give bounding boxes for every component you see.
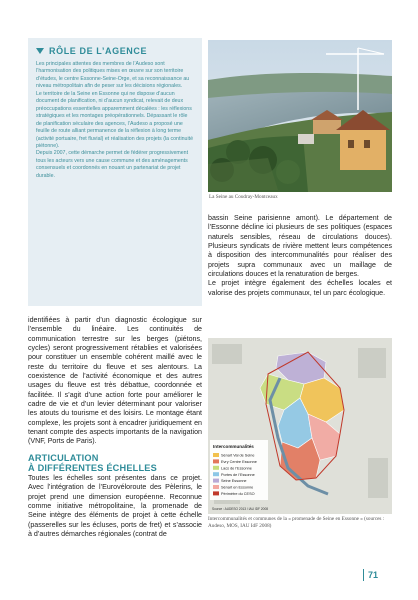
legend-label: Périmètre du CESO <box>221 492 255 496</box>
box-paragraph: Le territoire de la Seine en Essonne qui ne dispose d’aucun document de planification, ni d’aucun syndicat, relevait de deux préoccupations essentielles apparemment décalées : les réflexions stratégiques et les montages préopérationnels. Dépassant le rôle de planification séculaire des agences, l’Audeso a proposé une feuille de route alliant permanence de la réflexion à long terme (activité portuaire, fret fluvial) et réalisation des projets (la continuité piétonne). <box>36 90 193 149</box>
legend-label: Sénart en Essonne <box>221 485 254 490</box>
map-source-note: Source : AUDESO 2013 / IAU IDF 2008 <box>212 507 268 511</box>
legend-swatch <box>213 453 219 457</box>
legend-swatch <box>213 472 219 476</box>
agency-role-box <box>28 38 202 306</box>
legend-swatch <box>213 491 219 495</box>
right-paragraph-2: Le projet intègre également des échelles locales et valorise des projets communaux, tel un parc écologique. <box>208 279 392 297</box>
legend-swatch <box>213 459 219 463</box>
map-caption: Intercommunalités et communes de la « promenade de Seine en Essonne » (sources : Audeso, MOS, IAU IdF 2008) <box>208 516 385 529</box>
legend-swatch <box>213 479 219 483</box>
right-paragraph: bassin Seine parisienne amont). Le département de l’Essonne décline ici plusieurs de ses politiques (espaces naturels sensibles, réseau de circulations douces). Plusieurs syndicats de rivière mettent leurs compétences à disposition des intercommunalités pour réaliser des projets supra communaux avec un maillage de circulations douces et la renaturation de berges. <box>208 214 392 279</box>
box-title: RÔLE DE L’AGENCE <box>36 46 194 56</box>
triangle-down-icon <box>36 48 44 54</box>
legend-label: Portes de l’Essonne <box>221 472 255 477</box>
page-number-bar <box>363 569 364 581</box>
legend-swatch <box>213 485 219 489</box>
legend-label: Seine Essonne <box>221 479 247 484</box>
intercommunality-map <box>208 338 392 514</box>
section-heading: ARTICULATION À DIFFÉRENTES ÉCHELLES <box>28 452 157 474</box>
seine-photo-image <box>208 40 392 192</box>
legend-label: Sénart Val de Seine <box>221 453 255 458</box>
legend-label: Lacs de l’Essonne <box>221 466 252 471</box>
box-paragraph: Depuis 2007, cette démarche permet de fédérer progressivement tous les acteurs vers une cause commune et des aménagements consensuels et coordonnés en nouant un partenariat de projet durable. <box>36 150 189 179</box>
legend-label: Evry Centre Essonne <box>221 460 257 464</box>
box-paragraph: Les principales attentes des membres de l’Audeso sont l’harmonisation des politiques mises en œuvre sur son territoire d’études, le centre Essonne-Seine-Orge, et sa reconnaissance au niveau métropolitain afin de peser sur les décisions régionales. <box>36 61 190 90</box>
legend-title: Intercommunalités <box>213 444 254 449</box>
left-column <box>28 316 202 539</box>
left-paragraph: identifiées à partir d’un diagnostic écologique sur l’ensemble du linéaire. Les continuités de communication terrestre sur les berges (piétons, cycles) seront progressivement rétablies et valorisées pour constituer un ensemble cohérent maillé avec le reste du territoire du fleuve et ses alentours. La coexistence de l’activité économique et des autres usages du fleuve est très débattue, coordonnée et facilitée. Il s’agit d’une action forte pour améliorer le cadre de vie et d’un levier déterminant pour valoriser les atouts du tourisme et des loisirs. Le montage étant complexe, les projets sont à encadrer juridiquement en tenant compte des aspects importants de la navigation (VNF, Ports de Paris). <box>28 316 202 446</box>
legend-swatch <box>213 466 219 470</box>
section-paragraph: Toutes les échelles sont présentes dans ce projet. Avec l’intégration de l’Eurovéloroute des Pèlerins, le projet prend une dimension européenne. Reconnue comme initiative métropolitaine, la promenade de Seine intègre des éléments de projet à cette échelle (passerelles sur les écluses, ports de fret) et s’associe à d’autres démarches régionales (contrat de <box>28 473 202 538</box>
right-column-top <box>208 214 392 298</box>
photo-caption: La Seine au Coudray-Montceaux <box>209 194 278 200</box>
page-number: 71 <box>368 570 379 580</box>
seine-photo <box>208 40 392 192</box>
map-image <box>208 338 392 514</box>
